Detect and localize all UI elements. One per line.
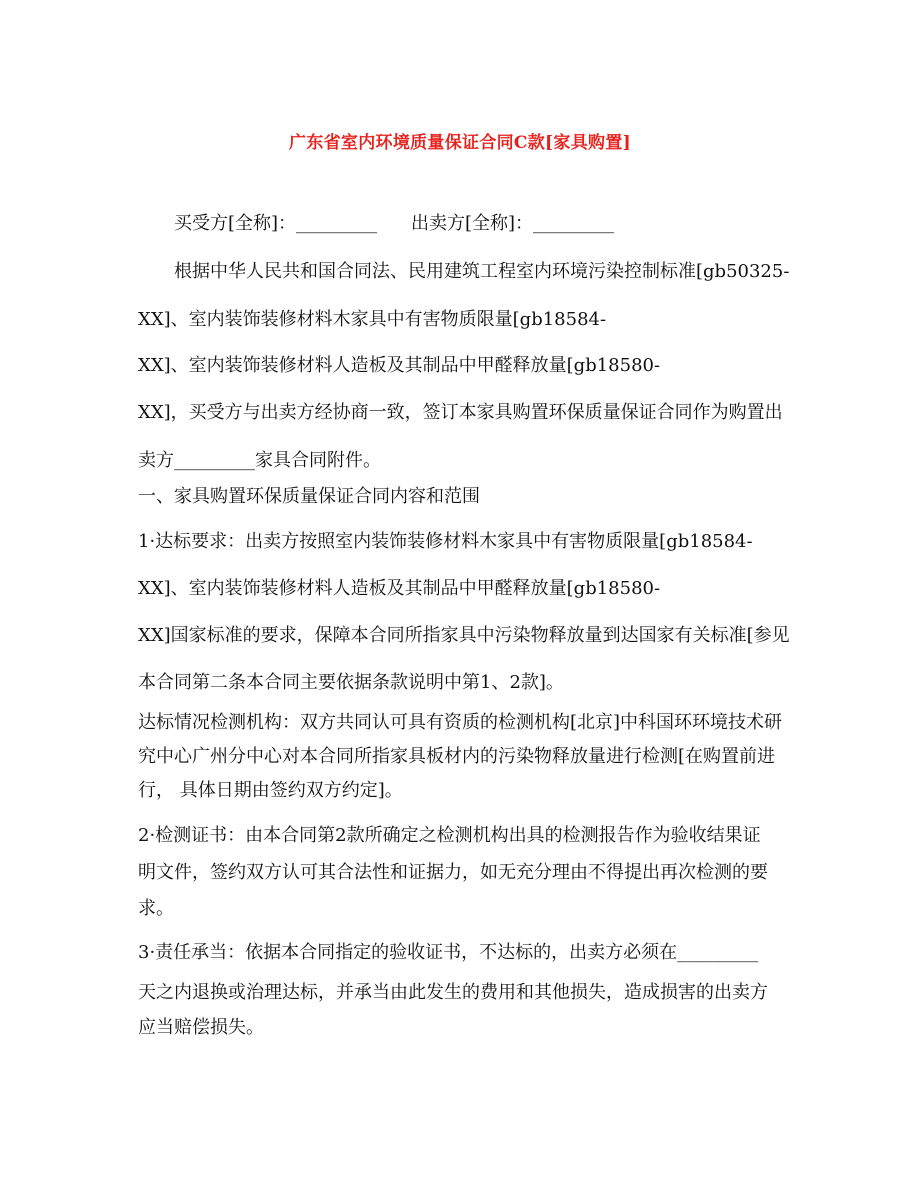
clause-line: XX]、室内装饰装修材料人造板及其制品中甲醛释放量[gb18580-	[138, 578, 661, 599]
clause-line: 求。	[138, 898, 174, 919]
clause-line: 行， 具体日期由签约双方约定]。	[138, 780, 403, 801]
clause-line: XX]国家标准的要求，保障本合同所指家具中污染物释放量到达国家有关标准[参见	[138, 625, 790, 646]
buyer-party-line: 买受方[全称]：_________	[174, 213, 378, 234]
clause-line: 达标情况检测机构：双方共同认可具有资质的检测机构[北京]中科国环环境技术研	[138, 712, 783, 733]
clause-line: 明文件，签约双方认可其合法性和证据力，如无充分理由不得提出再次检测的要	[138, 862, 768, 883]
clause-line: 本合同第二条本合同主要依据条款说明中第1、2款]。	[138, 672, 564, 693]
clause-line: 天之内退换或治理达标，并承当由此发生的费用和其他损失，造成损害的出卖方	[138, 982, 768, 1003]
paragraph-line: XX]、室内装饰装修材料人造板及其制品中甲醛释放量[gb18580-	[138, 355, 661, 376]
section-heading: 一、家具购置环保质量保证合同内容和范围	[138, 486, 480, 507]
clause-line: 应当赔偿损失。	[138, 1017, 264, 1038]
document-title: 广东省室内环境质量保证合同C款[家具购置]	[289, 133, 631, 153]
seller-party-line: 出卖方[全称]：_________	[411, 213, 615, 234]
clause-line: 2·检测证书：由本合同第2款所确定之检测机构出具的检测报告作为验收结果证	[138, 825, 761, 846]
paragraph-line: XX]，买受方与出卖方经协商一致，签订本家具购置环保质量保证合同作为购置出	[138, 402, 783, 423]
clause-line: 1·达标要求：出卖方按照室内装饰装修材料木家具中有害物质限量[gb18584-	[138, 531, 753, 552]
clause-line: 3·责任承当：依据本合同指定的验收证书，不达标的，出卖方必须在_________	[138, 942, 759, 963]
paragraph-line: 卖方_________家具合同附件。	[138, 450, 381, 471]
clause-line: 究中心广州分中心对本合同所指家具板材内的污染物释放量进行检测[在购置前进	[138, 746, 776, 767]
paragraph-line: XX]、室内装饰装修材料木家具中有害物质限量[gb18584-	[138, 309, 607, 330]
paragraph-line: 根据中华人民共和国合同法、民用建筑工程室内环境污染控制标准[gb50325-	[174, 261, 790, 282]
